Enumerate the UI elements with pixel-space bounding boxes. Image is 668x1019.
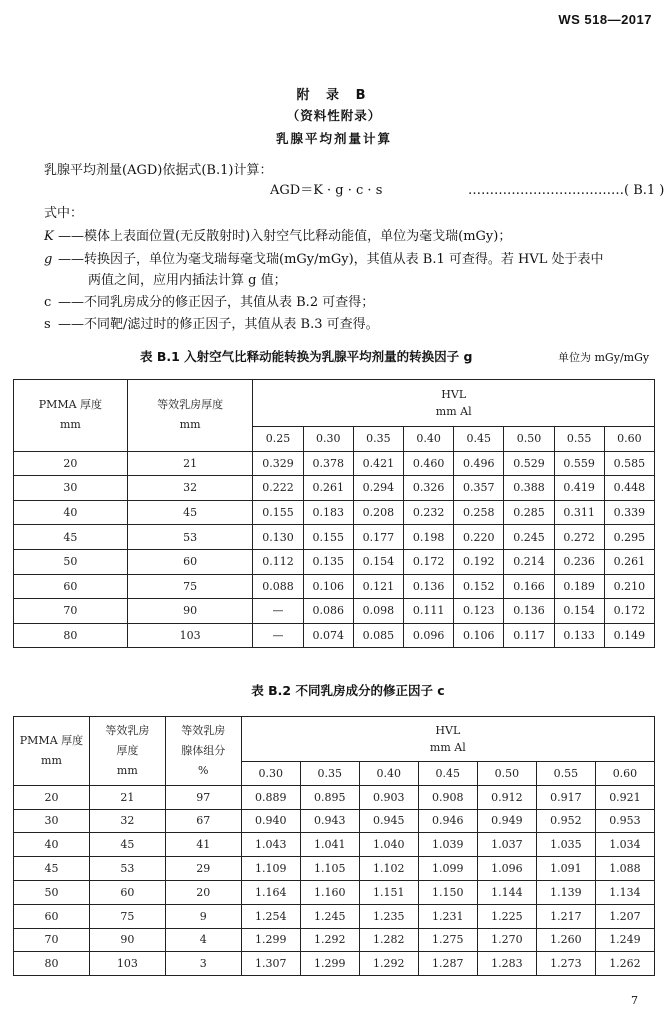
- table-cell: 21: [127, 451, 253, 476]
- table-cell: 90: [89, 928, 165, 952]
- header-unit: %: [198, 763, 209, 777]
- header-unit: mm Al: [435, 405, 472, 418]
- table-cell: 1.037: [477, 833, 536, 857]
- table-cell: 0.149: [604, 623, 654, 648]
- table-cell: 9: [165, 904, 241, 928]
- where-label: 式中：: [44, 206, 84, 221]
- table-cell: 0.949: [477, 809, 536, 833]
- table-cell: 80: [14, 952, 90, 976]
- table-cell: 1.150: [418, 880, 477, 904]
- table-cell: 1.151: [359, 880, 418, 904]
- header-label: PMMA 厚度: [38, 398, 103, 412]
- definition-symbol: K: [44, 229, 54, 244]
- table-cell: 1.105: [300, 857, 359, 881]
- table-row: [14, 599, 655, 624]
- header-label: 等效乳房厚度: [157, 398, 224, 412]
- definition-s: [44, 314, 654, 335]
- table-cell: 0.339: [604, 500, 654, 525]
- table-cell: 1.299: [241, 928, 300, 952]
- table-cell: 75: [127, 574, 253, 599]
- table-cell: 1.034: [595, 833, 654, 857]
- table-cell: 1.249: [595, 928, 654, 952]
- table-cell: 0.294: [353, 476, 403, 501]
- table-cell: 0.210: [604, 574, 654, 599]
- table-cell: 1.041: [300, 833, 359, 857]
- table-cell: 70: [14, 928, 90, 952]
- table-cell: 53: [89, 857, 165, 881]
- hvl-value-cell: 0.50: [504, 427, 554, 452]
- table-row: [14, 785, 655, 809]
- header-unit: mm: [59, 418, 81, 432]
- table-cell: 1.207: [595, 904, 654, 928]
- table-cell: 1.262: [595, 952, 654, 976]
- table-cell: 0.086: [303, 599, 353, 624]
- header-unit: mm Al: [429, 741, 466, 754]
- header-label: 腺体组分: [181, 743, 226, 757]
- table-cell: 1.144: [477, 880, 536, 904]
- table-b1: [13, 379, 655, 648]
- table-cell: 0.133: [554, 623, 604, 648]
- table-cell: 70: [14, 599, 128, 624]
- table-cell: 0.357: [454, 476, 504, 501]
- table-row: [14, 857, 655, 881]
- table-cell: 1.299: [300, 952, 359, 976]
- table-cell: 45: [14, 857, 90, 881]
- table2-col-breast-thickness: [89, 717, 165, 786]
- table-cell: 4: [165, 928, 241, 952]
- appendix-title: 附 录 B: [296, 88, 372, 103]
- table-cell: 0.272: [554, 525, 604, 550]
- page-number: 7: [631, 994, 638, 1007]
- table-cell: 0.220: [454, 525, 504, 550]
- table-cell: 103: [89, 952, 165, 976]
- table-cell: 0.559: [554, 451, 604, 476]
- table-cell: 0.245: [504, 525, 554, 550]
- table-cell: 1.282: [359, 928, 418, 952]
- table-row: [14, 833, 655, 857]
- table-cell: 0.448: [604, 476, 654, 501]
- table-cell: 32: [127, 476, 253, 501]
- table-cell: 45: [14, 525, 128, 550]
- table-cell: 3: [165, 952, 241, 976]
- table-cell: 0.232: [404, 500, 454, 525]
- definition-c: [44, 292, 654, 313]
- table-cell: 0.136: [404, 574, 454, 599]
- table-row: [14, 451, 655, 476]
- table-cell: 53: [127, 525, 253, 550]
- table-cell: 0.895: [300, 785, 359, 809]
- table-cell: 0.419: [554, 476, 604, 501]
- header-unit: mm: [179, 418, 201, 432]
- table-cell: 0.152: [454, 574, 504, 599]
- table-cell: 1.164: [241, 880, 300, 904]
- table-b2: [13, 716, 655, 976]
- table-cell: 103: [127, 623, 253, 648]
- table2-body: [14, 785, 655, 975]
- definition-g: [44, 249, 654, 270]
- table-cell: 41: [165, 833, 241, 857]
- table-cell: 45: [89, 833, 165, 857]
- table-cell: 20: [165, 880, 241, 904]
- table-cell: 0.421: [353, 451, 403, 476]
- table-cell: 1.217: [536, 904, 595, 928]
- table-cell: 0.953: [595, 809, 654, 833]
- table-cell: 90: [127, 599, 253, 624]
- table-cell: 0.952: [536, 809, 595, 833]
- appendix-subtitle: （资料性附录）: [286, 108, 382, 123]
- table-cell: 1.283: [477, 952, 536, 976]
- table-cell: 0.903: [359, 785, 418, 809]
- table-cell: 50: [14, 549, 128, 574]
- table-cell: 0.136: [504, 599, 554, 624]
- table-cell: 0.121: [353, 574, 403, 599]
- hvl-value-cell: 0.50: [477, 762, 536, 786]
- table-row: [14, 928, 655, 952]
- table-cell: 1.273: [536, 952, 595, 976]
- table1-col-pmma: [14, 380, 128, 452]
- table-cell: 60: [127, 549, 253, 574]
- table-cell: 1.225: [477, 904, 536, 928]
- table-row: [14, 500, 655, 525]
- table-cell: 1.307: [241, 952, 300, 976]
- table-cell: 0.111: [404, 599, 454, 624]
- table-cell: 0.329: [253, 451, 303, 476]
- table-cell: 0.388: [504, 476, 554, 501]
- table-cell: 1.035: [536, 833, 595, 857]
- table-cell: —: [253, 599, 303, 624]
- hvl-value-cell: 0.25: [253, 427, 303, 452]
- table-cell: 30: [14, 809, 90, 833]
- table-row: [14, 623, 655, 648]
- table-cell: 20: [14, 451, 128, 476]
- table-cell: 0.172: [404, 549, 454, 574]
- table-cell: 0.106: [303, 574, 353, 599]
- formula-expression: AGD＝K · g · c · s: [270, 183, 383, 198]
- table-cell: 1.254: [241, 904, 300, 928]
- header-unit: mm: [41, 753, 62, 767]
- table-cell: 0.258: [454, 500, 504, 525]
- table-cell: 0.921: [595, 785, 654, 809]
- table-cell: 40: [14, 833, 90, 857]
- table-cell: 0.155: [253, 500, 303, 525]
- definition-symbol: s: [44, 317, 51, 332]
- table-cell: 0.311: [554, 500, 604, 525]
- table-cell: 0.222: [253, 476, 303, 501]
- hvl-value-cell: 0.35: [353, 427, 403, 452]
- table-cell: 0.889: [241, 785, 300, 809]
- definition-text: ——转换因子，单位为毫戈瑞每毫戈瑞(mGy/mGy)，其值从表 B.1 可查得。若 HVL 处于表中: [58, 252, 604, 267]
- table-cell: 1.260: [536, 928, 595, 952]
- table-row: [14, 525, 655, 550]
- table-cell: 0.085: [353, 623, 403, 648]
- table-cell: 0.130: [253, 525, 303, 550]
- table-cell: 0.214: [504, 549, 554, 574]
- header-label: HVL: [441, 388, 467, 401]
- table-cell: 1.160: [300, 880, 359, 904]
- hvl-value-cell: 0.55: [536, 762, 595, 786]
- table-cell: 1.245: [300, 904, 359, 928]
- table-cell: 1.109: [241, 857, 300, 881]
- hvl-value-cell: 0.40: [404, 427, 454, 452]
- table-row: [14, 476, 655, 501]
- table-cell: 0.378: [303, 451, 353, 476]
- table-cell: 1.139: [536, 880, 595, 904]
- table-cell: 1.292: [359, 952, 418, 976]
- definition-k: [44, 226, 654, 247]
- table-cell: 0.285: [504, 500, 554, 525]
- table-cell: 0.529: [504, 451, 554, 476]
- table-cell: 0.192: [454, 549, 504, 574]
- table-cell: 0.496: [454, 451, 504, 476]
- table-cell: 0.908: [418, 785, 477, 809]
- hvl-value-cell: 0.45: [418, 762, 477, 786]
- table-row: [14, 809, 655, 833]
- table-cell: 0.117: [504, 623, 554, 648]
- table-cell: 0.208: [353, 500, 403, 525]
- table-cell: 0.917: [536, 785, 595, 809]
- table-cell: 40: [14, 500, 128, 525]
- definition-g-continuation: 两值之间，应用内插法计算 g 值；: [88, 273, 287, 288]
- hvl-value-cell: 0.30: [303, 427, 353, 452]
- table1-caption: 表 B.1 入射空气比释动能转换为乳腺平均剂量的转换因子 g: [140, 349, 473, 364]
- hvl-value-cell: 0.40: [359, 762, 418, 786]
- table-cell: 21: [89, 785, 165, 809]
- table2-caption: 表 B.2 不同乳房成分的修正因子 c: [251, 683, 445, 698]
- header-label: 等效乳房: [105, 723, 150, 737]
- table-cell: 0.940: [241, 809, 300, 833]
- header-label: 厚度: [116, 743, 139, 757]
- table-cell: 1.134: [595, 880, 654, 904]
- definition-symbol: c: [44, 295, 52, 310]
- table-cell: 0.154: [353, 549, 403, 574]
- table-cell: 1.270: [477, 928, 536, 952]
- table-cell: 1.040: [359, 833, 418, 857]
- table-cell: 0.912: [477, 785, 536, 809]
- table-cell: 1.088: [595, 857, 654, 881]
- hvl-value-cell: 0.45: [454, 427, 504, 452]
- table1-unit: 单位为 mGy/mGy: [558, 351, 650, 364]
- hvl-value-cell: 0.60: [604, 427, 654, 452]
- header-label: 等效乳房: [181, 723, 226, 737]
- table-cell: 20: [14, 785, 90, 809]
- table-cell: 80: [14, 623, 128, 648]
- table1-body: [14, 451, 655, 648]
- table-cell: 1.292: [300, 928, 359, 952]
- table-cell: 0.106: [454, 623, 504, 648]
- definition-text: ——不同靶/滤过时的修正因子，其值从表 B.3 可查得。: [58, 317, 379, 332]
- definition-text: ——模体上表面位置(无反散射时)入射空气比释动能值，单位为毫戈瑞(mGy)；: [58, 229, 512, 244]
- definition-symbol: g: [44, 252, 53, 267]
- appendix-name: 乳腺平均剂量计算: [275, 131, 392, 146]
- table-cell: 1.235: [359, 904, 418, 928]
- table-row: [14, 880, 655, 904]
- table-cell: 0.088: [253, 574, 303, 599]
- table-cell: 0.172: [604, 599, 654, 624]
- table-cell: 30: [14, 476, 128, 501]
- table-cell: 0.943: [300, 809, 359, 833]
- table-cell: 60: [14, 574, 128, 599]
- intro-paragraph: 乳腺平均剂量(AGD)依据式(B.1)计算：: [44, 163, 273, 178]
- formula-reference: ………………………………( B.1 ): [468, 183, 665, 198]
- table-cell: 1.287: [418, 952, 477, 976]
- table-cell: 0.112: [253, 549, 303, 574]
- table-cell: 0.096: [404, 623, 454, 648]
- table-cell: 1.091: [536, 857, 595, 881]
- table2-col-hvl: [241, 717, 654, 762]
- table-cell: 50: [14, 880, 90, 904]
- table-cell: 75: [89, 904, 165, 928]
- header-unit: mm: [116, 763, 138, 777]
- table-cell: 0.123: [454, 599, 504, 624]
- hvl-value-cell: 0.60: [595, 762, 654, 786]
- table-row: [14, 952, 655, 976]
- definition-text: ——不同乳房成分的修正因子，其值从表 B.2 可查得；: [58, 295, 375, 310]
- hvl-value-cell: 0.30: [241, 762, 300, 786]
- table-cell: 0.155: [303, 525, 353, 550]
- hvl-value-cell: 0.55: [554, 427, 604, 452]
- header-label: PMMA 厚度: [19, 733, 84, 747]
- hvl-value-cell: 0.35: [300, 762, 359, 786]
- table-cell: 0.460: [404, 451, 454, 476]
- header-label: HVL: [435, 724, 461, 737]
- table-cell: 0.177: [353, 525, 403, 550]
- table-cell: 1.096: [477, 857, 536, 881]
- table-cell: 1.039: [418, 833, 477, 857]
- table-cell: —: [253, 623, 303, 648]
- table2-col-glandularity: [165, 717, 241, 786]
- table-row: [14, 574, 655, 599]
- table-row: [14, 904, 655, 928]
- table-cell: 0.945: [359, 809, 418, 833]
- table-cell: 60: [14, 904, 90, 928]
- table-cell: 0.154: [554, 599, 604, 624]
- table-cell: 0.135: [303, 549, 353, 574]
- table-cell: 1.099: [418, 857, 477, 881]
- table-cell: 0.236: [554, 549, 604, 574]
- table-cell: 67: [165, 809, 241, 833]
- table2-col-pmma: [14, 717, 90, 786]
- table-cell: 97: [165, 785, 241, 809]
- table-cell: 1.275: [418, 928, 477, 952]
- table-cell: 1.043: [241, 833, 300, 857]
- table-cell: 0.166: [504, 574, 554, 599]
- table-cell: 0.074: [303, 623, 353, 648]
- table-cell: 0.295: [604, 525, 654, 550]
- table-row: [14, 549, 655, 574]
- table-cell: 1.231: [418, 904, 477, 928]
- table-cell: 29: [165, 857, 241, 881]
- table-cell: 0.098: [353, 599, 403, 624]
- table-cell: 60: [89, 880, 165, 904]
- table-cell: 0.326: [404, 476, 454, 501]
- table1-col-breast-thickness: [127, 380, 253, 452]
- table-cell: 0.585: [604, 451, 654, 476]
- table-cell: 0.198: [404, 525, 454, 550]
- table-cell: 0.261: [604, 549, 654, 574]
- table-cell: 0.183: [303, 500, 353, 525]
- document-code: WS 518—2017: [558, 12, 652, 27]
- table-cell: 0.261: [303, 476, 353, 501]
- table1-col-hvl: [253, 380, 655, 427]
- table-cell: 1.102: [359, 857, 418, 881]
- table-cell: 32: [89, 809, 165, 833]
- table-cell: 0.189: [554, 574, 604, 599]
- table-cell: 0.946: [418, 809, 477, 833]
- table-cell: 45: [127, 500, 253, 525]
